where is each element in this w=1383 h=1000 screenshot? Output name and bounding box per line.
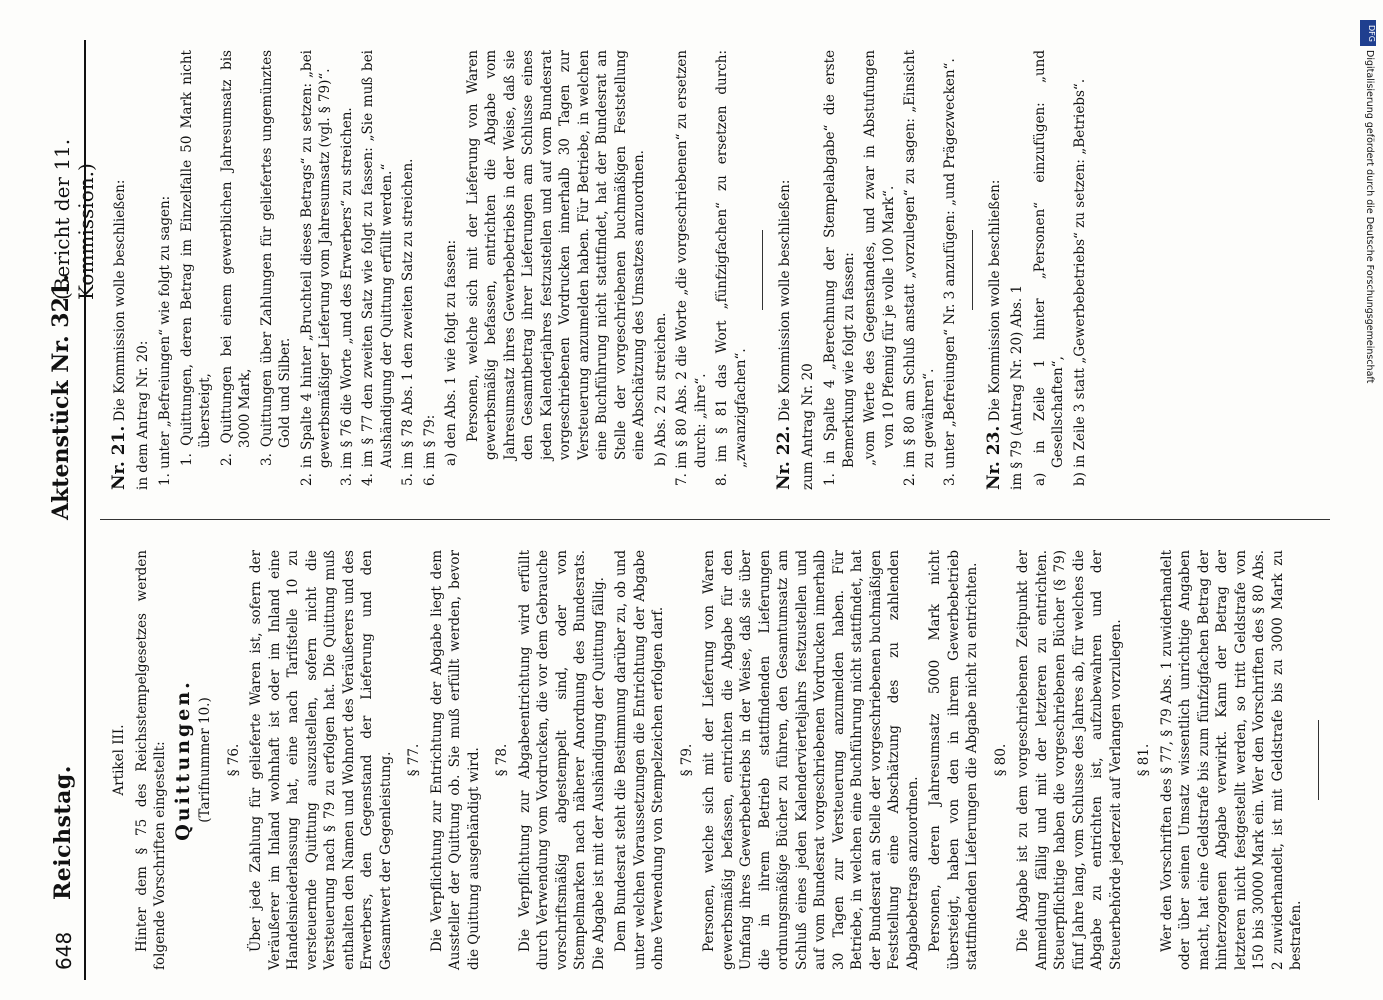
- motion-23-intro: Die Kommission wolle beschließen:: [986, 179, 1003, 422]
- motion-22-sub: zum Antrag Nr. 20: [799, 363, 816, 490]
- paragraph-76-title: § 76.: [225, 743, 242, 777]
- dfg-logo: DFG: [1360, 20, 1376, 46]
- header-rule: [84, 40, 86, 980]
- page-number: 648: [52, 931, 76, 970]
- report-title: (Bericht der 11. Kommission.): [50, 138, 98, 300]
- motion-21-item: 7. im § 80 Abs. 2 die Worte „die vorgeschriebenen“ zu ersetzen durch: „ihre“.: [674, 50, 709, 486]
- paragraph-77-title: § 77.: [406, 743, 422, 777]
- motion-21-item: 3. im § 76 die Worte „und des Erwerbers“ zu streichen.: [338, 107, 355, 486]
- right-column: [110, 50, 1092, 490]
- digitization-note: [1364, 20, 1374, 980]
- motion-21-item: 8. im § 81 das Wort „fünfzigfachen“ zu ersetzen durch: „zwanzigfachen“.: [714, 50, 749, 486]
- motion-23-number: Nr. 23.: [983, 425, 1004, 490]
- motion-22-item: 2. im § 80 am Schluß anstatt „vorzulegen“ zu sagen: „Einsicht zu gewähren“.: [902, 50, 937, 486]
- rotated-document-page: [40, 30, 1340, 990]
- paragraph-78-text-2: Dem Bundesrat steht die Bestimmung darüber zu, ob und unter welchen Voraussetzungen die Entrichtung der Abgabe ohne Verwendung von Stempelzeichen erfolgen darf.: [613, 550, 666, 970]
- motion-22-item: „vom Werte des Gegenstandes, und zwar in Abstufungen von 10 Pfennig für je volle 100 Mark“.: [862, 50, 897, 466]
- motion-21-item: 4. im § 77 den zweiten Satz wie folgt zu fassen: „Sie muß bei Aushändigung der Quittung erfüllt werden.“: [360, 50, 395, 486]
- paragraph-80-title: § 80.: [992, 743, 1009, 777]
- motion-21-item: 3. Quittungen über Zahlungen für geliefertes ungemünztes Gold und Silber.: [258, 50, 293, 466]
- running-title: Reichstag.: [50, 765, 76, 900]
- paragraph-79-text-2: Personen, deren Jahresumsatz 5000 Mark nicht übersteigt, haben von den in ihrem Gewerbebetrieb stattfindenden Lieferungen die Abgabe nicht zu entrichten.: [927, 550, 980, 970]
- motion-21-number: Nr. 21.: [109, 425, 129, 490]
- document-number: Aktenstück Nr. 321.: [48, 274, 74, 520]
- paragraph-78-title: § 78.: [494, 743, 510, 777]
- article-intro: Hinter dem § 75 des Reichsstempelgesetzes werden folgende Vorschriften eingestellt:: [133, 550, 168, 970]
- paragraph-78-text-1: Die Verpflichtung zur Abgabeentrichtung wird erfüllt durch Verwendung vom Vordrucken, die vor dem Gebrauche vorschriftsmäßig abgestempelt sind, oder von Stempelmarken nach näherer Anordnung des Bundesrats. Die Abgabe ist mit der Aushändigung der Quittung fällig.: [516, 550, 607, 970]
- motion-22-item: 1. in Spalte 4 „Berechnung der Stempelabgabe“ die erste Bemerkung wie folgt zu fassen:: [822, 50, 857, 486]
- column-divider: [100, 519, 1330, 520]
- digitization-credit: Digitalisierung gefördert durch die Deutsche Forschungsgemeinschaft: [1364, 50, 1375, 384]
- paragraph-79-title: § 79.: [678, 743, 695, 777]
- motion-21-item: 5. im § 78 Abs. 1 den zweiten Satz zu streichen.: [400, 158, 416, 486]
- motion-23-item: a) in Zeile 1 hinter „Personen“ einzufügen: „und Gesellschaften“,: [1031, 50, 1066, 486]
- motion-22-item: 3. unter „Befreiungen“ Nr. 3 anzufügen: „und Prägezwecken“.: [942, 58, 958, 486]
- motion-divider: [972, 230, 973, 310]
- paragraph-77-text: Die Verpflichtung zur Entrichtung der Abgabe liegt dem Aussteller der Quittung ob. Sie muß erfüllt werden, bevor die Quittung ausgehändigt wird.: [428, 550, 482, 970]
- motion-21-item: a) den Abs. 1 wie folgt zu fassen:: [443, 239, 459, 466]
- paragraph-81-text: Wer den Vorschriften des § 77, § 79 Abs. 1 zuwiderhandelt oder über seinen Umsatz wissentlich unrichtige Angaben macht, hat eine Geldstrafe bis zum fünfzigfachen Betrag der hinterzogenen Abgabe verwirkt. Kann der Betrag der letzteren nicht festgestellt werden, so tritt Geldstrafe von 150 bis 30000 Mark ein. Wer den Vorschriften des § 80 Abs. 2 zuwiderhandelt, ist mit Geldstrafe bis zu 3000 Mark zu bestrafen.: [1158, 550, 1304, 970]
- motion-21-item: 6. im § 79:: [421, 414, 438, 486]
- paragraph-76-text: Über jede Zahlung für gelieferte Waren ist, sofern der Veräußerer im Inland wohnhaft ist oder im Inland eine Handelsniederlassung hat, eine nach Tarifstelle 10 zu versteuernde Quittung auszustellen, sofern nicht die Versteuerung nach § 79 zu erfolgen hat. Die Quittung muß enthalten den Namen und Wohnort des Veräußerers und des Erwerbers, den Gegenstand der Lieferung und den Gesamtwert der Gegenleistung.: [248, 550, 394, 970]
- section-heading: Quittungen.: [171, 679, 194, 841]
- article-title: Artikel III.: [111, 724, 127, 796]
- tariff-number: (Tarifnummer 10.): [197, 697, 213, 823]
- motion-21-item: Personen, welche sich mit der Lieferung von Waren gewerbsmäßig befassen, entrichten die Abgabe vom Jahresumsatz ihres Gewerbebetriebs in der Weise, daß sie den Gesamtbetrag ihrer Lieferungen am Schlusse eines jeden Kalenderjahres festzustellen und auf vom Bundesrat vorgeschriebenen Vordrucken innerhalb 30 Tagen zur Versteuerung anzumelden haben. Für Betriebe, in welchen eine Buchführung nicht stattfindet, hat der Bundesrat an Stelle der vorgeschriebenen buchmäßigen Feststellung eine Abschätzung des Umsatzes anzuordnen.: [464, 50, 647, 460]
- motion-23-sub: im § 79 (Antrag Nr. 20) Abs. 1: [1009, 284, 1025, 490]
- motion-21-item: b) Abs. 2 zu streichen.: [652, 312, 669, 466]
- motion-21-item: 2. in Spalte 4 hinter „Bruchteil dieses Betrags“ zu setzen: „bei gewerbsmäßiger Lieferung vom Jahresumsatz (vgl. § 79)“.: [298, 50, 333, 486]
- end-rule: [1318, 720, 1319, 800]
- motion-21-item: 1. unter „Befreiungen“ wie folgt zu sagen:: [157, 195, 173, 486]
- paragraph-79-text-1: Personen, welche sich mit der Lieferung von Waren gewerbsmäßig befassen, entrichten die Abgabe für den Umfang ihres Gewerbebetriebs in der Weise, daß sie über die in ihrem Betrieb stattfindenden Lieferungen ordnungsmäßige Bücher zu führen, den Gesamtumsatz am Schluß eines jeden Kalendervierteljahrs festzustellen und auf vom Bundesrat vorgeschriebenen Vordrucken innerhalb 30 Tagen zur Versteuerung anzumelden haben. Für Betriebe, in welchen eine Buchführung nicht stattfindet, hat der Bundesrat an Stelle der vorgeschriebenen buchmäßigen Feststellung eine Abschätzung des zu zahlenden Abgabebetrags anzuordnen.: [701, 550, 921, 970]
- motion-22-number: Nr. 22.: [774, 425, 794, 490]
- motion-22-intro: Die Kommission wolle beschließen:: [777, 179, 793, 422]
- motion-21-item: 2. Quittungen bei einem gewerblichen Jahresumsatz bis 3000 Mark,: [218, 50, 253, 466]
- paragraph-81-title: § 81.: [1136, 743, 1152, 777]
- left-column: [110, 550, 1331, 970]
- motion-21-item: 1. Quittungen, deren Betrag im Einzelfalle 50 Mark nicht übersteigt,: [178, 50, 213, 466]
- paragraph-80-text: Die Abgabe ist zu dem vorgeschriebenen Zeitpunkt der Anmeldung fällig und mit der letzteren zu entrichten. Steuerpflichtige haben die vorgeschriebenen Bücher (§ 79) fünf Jahre lang, vom Schlusse des Jahres ab, für welches die Abgabe zu entrichten ist, aufzubewahren und der Steuerbehörde jederzeit auf Verlangen vorzulegen.: [1015, 550, 1124, 970]
- page-header: [40, 30, 98, 990]
- motion-divider: [762, 230, 763, 310]
- motion-21-sub: in dem Antrag Nr. 20:: [134, 340, 151, 490]
- motion-23-item: b) in Zeile 3 statt „Gewerbebetriebs“ zu setzen: „Betriebs“.: [1071, 78, 1088, 486]
- motion-21-intro: Die Kommission wolle beschließen:: [112, 179, 128, 422]
